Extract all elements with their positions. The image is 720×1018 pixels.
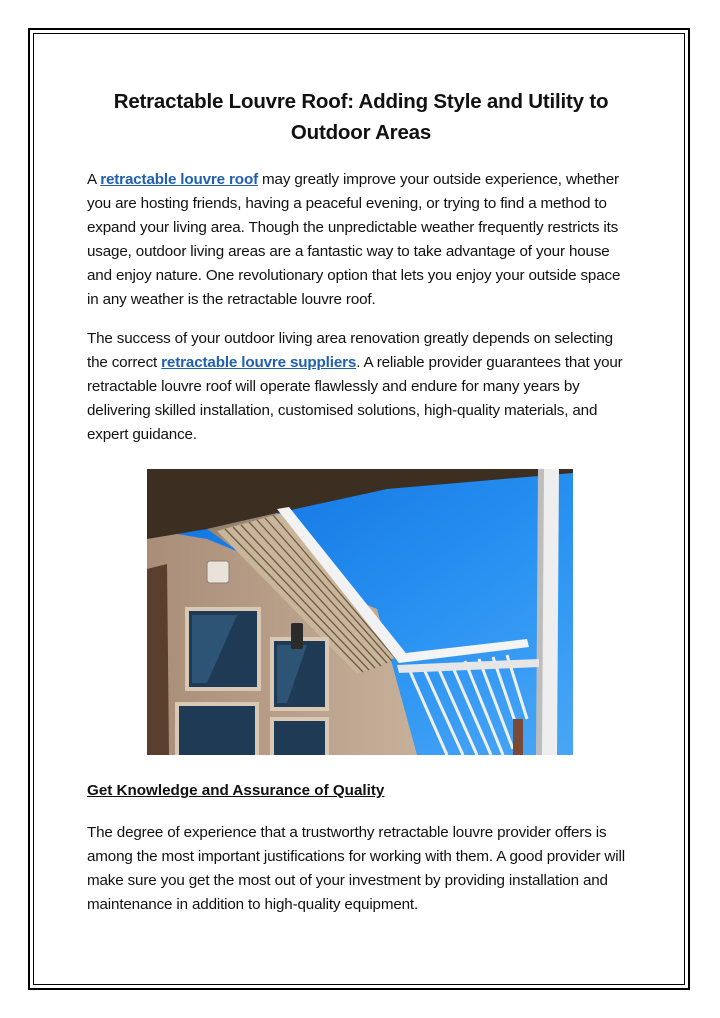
- suppliers-paragraph: [87, 327, 635, 447]
- intro-text-after: may greatly improve your outside experience, whether you are hosting friends, having a peaceful evening, or trying to find a method to expand your living area. Though the unpredictable weather frequently restricts its usage, outdoor living areas are a fantastic way to take advantage of your house and enjoy nature. One revolutionary option that lets you enjoy your outside space in any weather is the retractable louvre roof.: [87, 171, 621, 308]
- quality-paragraph: The degree of experience that a trustworthy retractable louvre provider offers is among the most important justifications for working with them. A good provider will make sure you get the most out of your investment by providing installation and maintenance in addition to high-quality equipment.: [87, 824, 625, 913]
- retractable-louvre-suppliers-link[interactable]: retractable louvre suppliers: [161, 354, 357, 371]
- suppliers-text-after: . A reliable provider guarantees that your retractable louvre roof will operate flawlessly and endure for many years by delivering skilled installation, customised solutions, high-quality materials, and expert guidance.: [87, 354, 623, 443]
- document-body: [87, 86, 635, 932]
- document-title: Retractable Louvre Roof: Adding Style and Utility to Outdoor Areas: [113, 90, 609, 144]
- suppliers-text-before: The success of your outdoor living area renovation greatly depends on selecting the correct: [87, 330, 613, 371]
- intro-paragraph: [87, 168, 635, 312]
- louvre-roof-photo: [147, 469, 573, 755]
- retractable-louvre-roof-link[interactable]: retractable louvre roof: [100, 171, 258, 188]
- section-heading: Get Knowledge and Assurance of Quality: [87, 782, 385, 799]
- intro-text-before: A: [87, 171, 101, 188]
